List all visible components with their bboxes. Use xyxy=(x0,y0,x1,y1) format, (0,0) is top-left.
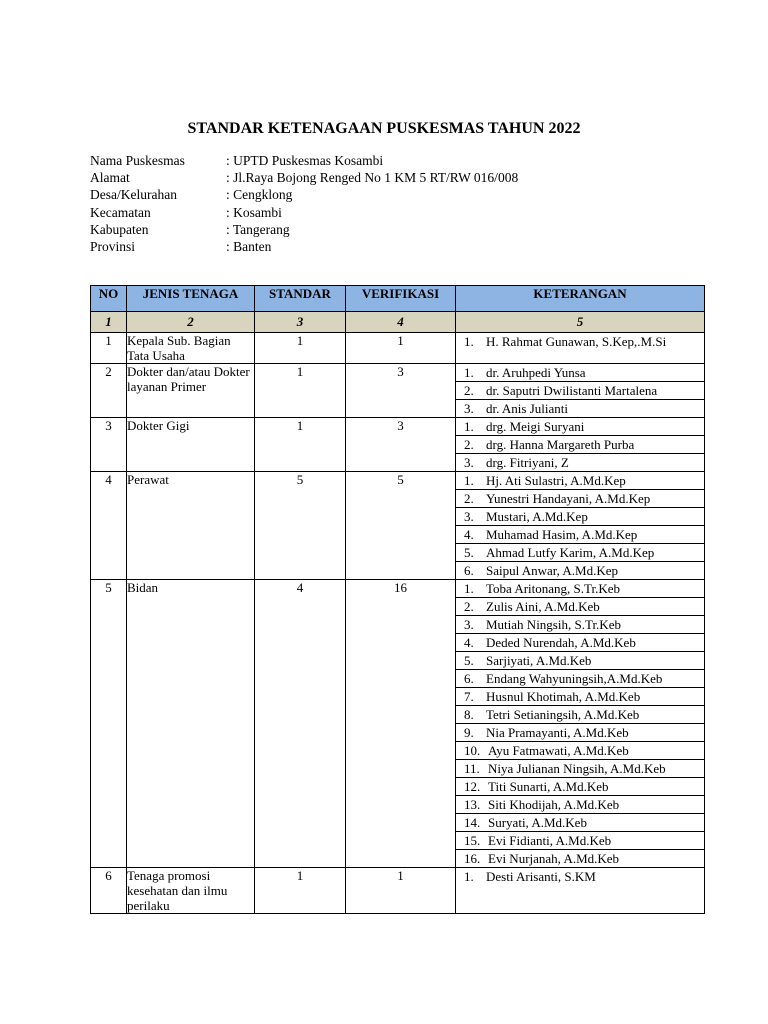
column-number: 2 xyxy=(127,312,255,333)
row-verifikasi: 3 xyxy=(346,418,456,472)
row-keterangan xyxy=(456,333,705,364)
info-label: Nama Puskesmas xyxy=(90,153,185,168)
staff-number: 1. xyxy=(464,473,474,488)
staff-name-text: Tetri Setianingsih, A.Md.Keb xyxy=(486,707,640,722)
staff-name xyxy=(456,706,704,724)
staff-name xyxy=(456,364,704,382)
staff-name-text: dr. Saputri Dwilistanti Martalena xyxy=(486,383,658,398)
column-number: 1 xyxy=(91,312,127,333)
staff-name xyxy=(456,400,704,417)
staff-number: 6. xyxy=(464,671,474,686)
staff-number: 9. xyxy=(464,725,474,740)
staff-number: 16. xyxy=(464,851,481,866)
staff-number: 3. xyxy=(464,617,474,632)
staff-number: 1. xyxy=(464,365,474,380)
staff-name xyxy=(456,724,704,742)
row-verifikasi: 1 xyxy=(346,333,456,364)
staff-name-text: Nia Pramayanti, A.Md.Keb xyxy=(486,725,629,740)
column-number: 4 xyxy=(346,312,456,333)
row-no: 6 xyxy=(91,868,127,914)
staff-name-text: Ayu Fatmawati, A.Md.Keb xyxy=(488,743,629,758)
info-label: Desa/Kelurahan xyxy=(90,187,177,203)
info-row xyxy=(90,238,518,255)
staff-number: 1. xyxy=(464,581,474,596)
staff-name xyxy=(456,778,704,796)
row-keterangan xyxy=(456,364,705,418)
info-value: : Cengklong xyxy=(226,187,293,203)
staff-name-text: dr. Aruhpedi Yunsa xyxy=(486,365,586,380)
staff-name-text: drg. Hanna Margareth Purba xyxy=(486,437,635,452)
info-label: Provinsi xyxy=(90,238,136,254)
info-value: : Tangerang xyxy=(226,221,290,237)
row-standar: 1 xyxy=(255,333,346,364)
staff-name xyxy=(456,688,704,706)
staff-name xyxy=(456,382,704,400)
staff-number: 2. xyxy=(464,383,474,398)
staff-name xyxy=(456,850,704,867)
staff-name-text: Deded Nurendah, A.Md.Keb xyxy=(486,635,636,650)
staff-number: 10. xyxy=(464,743,481,758)
staff-name-text: Desti Arisanti, S.KM xyxy=(486,869,596,884)
info-row xyxy=(90,152,518,169)
staff-number: 2. xyxy=(464,491,474,506)
staff-name xyxy=(456,580,704,598)
staff-number: 14. xyxy=(464,815,481,830)
staff-name xyxy=(456,652,704,670)
row-standar: 4 xyxy=(255,580,346,868)
staff-number: 2. xyxy=(464,599,474,614)
row-no: 1 xyxy=(91,333,127,364)
staff-name-text: Toba Aritonang, S.Tr.Keb xyxy=(486,581,621,596)
row-keterangan xyxy=(456,418,705,472)
header-verifikasi: VERIFIKASI xyxy=(346,286,456,312)
row-keterangan xyxy=(456,868,705,914)
header-keterangan: KETERANGAN xyxy=(456,286,705,312)
staff-name xyxy=(456,454,704,471)
info-label: Alamat xyxy=(90,170,130,186)
row-jenis-tenaga: Bidan xyxy=(127,580,255,868)
staff-name xyxy=(456,832,704,850)
row-jenis-tenaga: Dokter Gigi xyxy=(127,418,255,472)
staff-name-text: Endang Wahyuningsih,A.Md.Keb xyxy=(486,671,663,686)
row-jenis-tenaga: Perawat xyxy=(127,472,255,580)
staff-name xyxy=(456,436,704,454)
staff-name xyxy=(456,526,704,544)
staff-number: 11. xyxy=(464,761,480,776)
document-title: STANDAR KETENAGAAN PUSKESMAS TAHUN 2022 xyxy=(187,120,581,137)
info-row xyxy=(90,186,518,203)
staff-name xyxy=(456,544,704,562)
row-verifikasi: 16 xyxy=(346,580,456,868)
staff-number: 8. xyxy=(464,707,474,722)
column-number: 5 xyxy=(456,312,705,333)
staff-name xyxy=(456,670,704,688)
row-verifikasi: 1 xyxy=(346,868,456,914)
staff-name xyxy=(456,418,704,436)
staff-name xyxy=(456,562,704,579)
staff-name xyxy=(456,508,704,526)
column-number-row xyxy=(91,312,705,333)
info-row xyxy=(90,204,518,221)
staff-name xyxy=(456,742,704,760)
staff-number: 2. xyxy=(464,437,474,452)
staff-name-text: Siti Khodijah, A.Md.Keb xyxy=(488,797,620,812)
row-verifikasi: 5 xyxy=(346,472,456,580)
staff-number: 1. xyxy=(464,419,474,434)
row-keterangan xyxy=(456,580,705,868)
row-no: 3 xyxy=(91,418,127,472)
row-verifikasi: 3 xyxy=(346,364,456,418)
table-row xyxy=(91,333,705,364)
staff-number: 1. xyxy=(464,869,474,884)
info-row xyxy=(90,169,518,186)
table-row xyxy=(91,418,705,472)
staff-name-text: Saipul Anwar, A.Md.Kep xyxy=(486,563,618,578)
row-standar: 1 xyxy=(255,418,346,472)
column-number: 3 xyxy=(255,312,346,333)
staff-name-text: Mutiah Ningsih, S.Tr.Keb xyxy=(486,617,621,632)
info-label: Kecamatan xyxy=(90,204,151,220)
staff-name xyxy=(456,814,704,832)
table-row xyxy=(91,472,705,580)
staff-name-text: dr. Anis Julianti xyxy=(486,401,568,416)
staff-name-text: Suryati, A.Md.Keb xyxy=(488,815,587,830)
staff-name-text: Husnul Khotimah, A.Md.Keb xyxy=(486,689,641,704)
info-row xyxy=(90,221,518,238)
header-standar: STANDAR xyxy=(255,286,346,312)
row-jenis-tenaga: Tenaga promosi kesehatan dan ilmu perilaku xyxy=(127,868,255,914)
staff-name xyxy=(456,796,704,814)
staff-number: 4. xyxy=(464,635,474,650)
staff-name xyxy=(456,634,704,652)
info-value: : Jl.Raya Bojong Renged No 1 KM 5 RT/RW 016/008 xyxy=(226,170,519,186)
staff-name-text: Ahmad Lutfy Karim, A.Md.Kep xyxy=(486,545,655,560)
row-jenis-tenaga: Dokter dan/atau Dokter layanan Primer xyxy=(127,364,255,418)
staff-number: 1. xyxy=(464,334,474,349)
staff-number: 7. xyxy=(464,689,474,704)
info-value: : Kosambi xyxy=(226,204,282,220)
table-row xyxy=(91,868,705,914)
row-standar: 1 xyxy=(255,868,346,914)
staff-number: 3. xyxy=(464,401,474,416)
row-no: 5 xyxy=(91,580,127,868)
staff-name-text: Hj. Ati Sulastri, A.Md.Kep xyxy=(486,473,626,488)
table-row xyxy=(91,364,705,418)
staff-number: 15. xyxy=(464,833,481,848)
row-jenis-tenaga: Kepala Sub. Bagian Tata Usaha xyxy=(127,333,255,364)
staff-name xyxy=(456,472,704,490)
row-standar: 5 xyxy=(255,472,346,580)
staff-name-text: Titi Sunarti, A.Md.Keb xyxy=(488,779,609,794)
header-no: NO xyxy=(91,286,127,312)
staff-name-text: H. Rahmat Gunawan, S.Kep,.M.Si xyxy=(486,334,667,349)
info-value: : Banten xyxy=(226,238,272,254)
staff-number: 5. xyxy=(464,545,474,560)
row-no: 4 xyxy=(91,472,127,580)
staff-number: 4. xyxy=(464,527,474,542)
table-row xyxy=(91,580,705,868)
table-header-row xyxy=(91,286,705,312)
staff-number: 6. xyxy=(464,563,474,578)
staff-name-text: drg. Meigi Suryani xyxy=(486,419,585,434)
staff-number: 5. xyxy=(464,653,474,668)
info-value: : UPTD Puskesmas Kosambi xyxy=(226,153,384,168)
staff-name xyxy=(456,760,704,778)
staff-name-text: Evi Fidianti, A.Md.Keb xyxy=(488,833,612,848)
staff-number: 3. xyxy=(464,509,474,524)
staff-name-text: Sarjiyati, A.Md.Keb xyxy=(486,653,592,668)
staff-name xyxy=(456,490,704,508)
staff-name-text: Zulis Aini, A.Md.Keb xyxy=(486,599,600,614)
staff-name xyxy=(456,333,704,350)
staff-table xyxy=(90,285,705,914)
staff-number: 3. xyxy=(464,455,474,470)
info-label: Kabupaten xyxy=(90,221,149,237)
staff-name-text: Mustari, A.Md.Kep xyxy=(486,509,588,524)
row-keterangan xyxy=(456,472,705,580)
staff-number: 13. xyxy=(464,797,481,812)
staff-name xyxy=(456,616,704,634)
puskesmas-info xyxy=(90,152,518,255)
staff-name-text: drg. Fitriyani, Z xyxy=(486,455,569,470)
staff-number: 12. xyxy=(464,779,481,794)
staff-name-text: Yunestri Handayani, A.Md.Kep xyxy=(486,491,651,506)
staff-name xyxy=(456,598,704,616)
header-jenis-tenaga: JENIS TENAGA xyxy=(127,286,255,312)
row-standar: 1 xyxy=(255,364,346,418)
staff-name xyxy=(456,868,704,885)
staff-name-text: Evi Nurjanah, A.Md.Keb xyxy=(488,851,620,866)
row-no: 2 xyxy=(91,364,127,418)
staff-name-text: Niya Julianan Ningsih, A.Md.Keb xyxy=(488,761,666,776)
staff-name-text: Muhamad Hasim, A.Md.Kep xyxy=(486,527,638,542)
